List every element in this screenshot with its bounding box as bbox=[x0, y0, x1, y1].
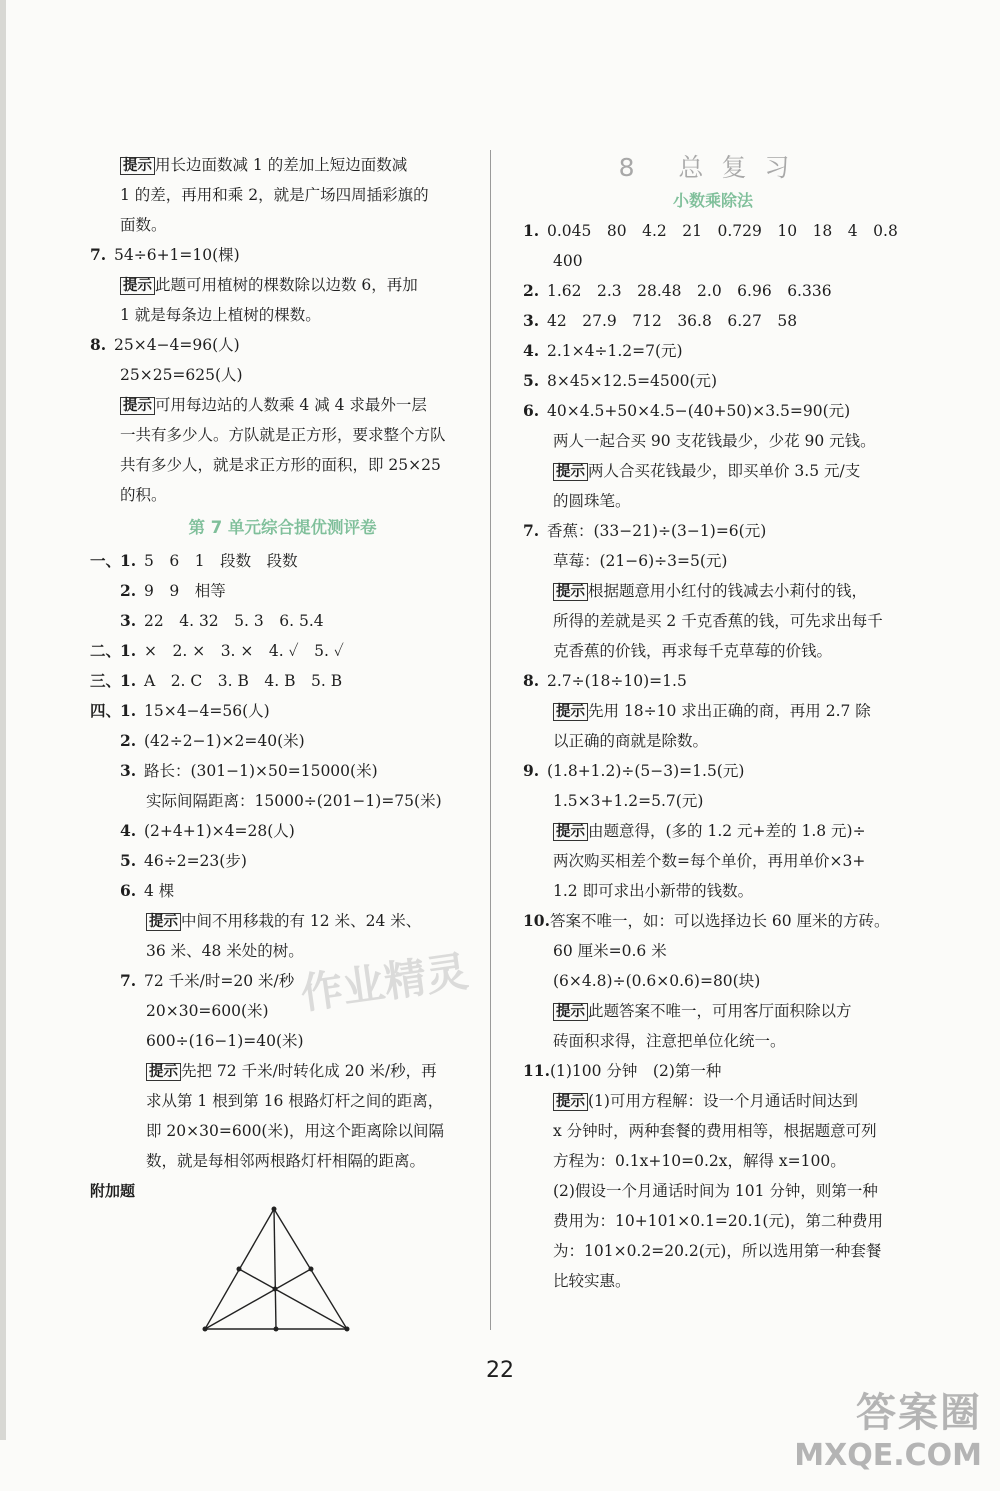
hint-label: 提示 bbox=[553, 823, 588, 841]
answer-line: 36 米、48 米处的树。 bbox=[146, 942, 304, 960]
answer-line: 草莓：(21−6)÷3=5(元) bbox=[553, 552, 728, 570]
answer-line: (6×4.8)÷(0.6×0.6)=80(块) bbox=[553, 972, 761, 990]
answer-item bbox=[90, 876, 475, 906]
item-number: 8. bbox=[523, 671, 540, 690]
answer-item bbox=[523, 1056, 903, 1086]
answer-item bbox=[90, 576, 475, 606]
hint-text: (1)可用方程解：设一个月通话时间达到 bbox=[588, 1092, 858, 1110]
item-text: 9 9 相等 bbox=[144, 582, 226, 600]
answer-line: 1 的差，再用和乘 2，就是广场四周插彩旗的 bbox=[120, 186, 429, 204]
section-number: 一、 bbox=[90, 551, 122, 570]
answer-line: 两人一起合买 90 支花钱最少，少花 90 元钱。 bbox=[553, 432, 876, 450]
hint-label: 提示 bbox=[120, 277, 155, 295]
answer-item bbox=[90, 330, 475, 360]
item-text: × 2. × 3. × 4. ✓ 5. ✓ bbox=[144, 642, 344, 660]
answer-item bbox=[523, 396, 903, 426]
answer-line: 费用为：10+101×0.1=20.1(元)，第二种费用 bbox=[553, 1212, 884, 1230]
item-number: 4. bbox=[523, 341, 540, 360]
extra-question-label: 附加题 bbox=[90, 1182, 136, 1200]
answer-line: 克香蕉的价钱，再求每千克草莓的价钱。 bbox=[553, 642, 833, 660]
item-number: 2. bbox=[523, 281, 540, 300]
hint-line bbox=[523, 816, 903, 846]
item-number: 2. bbox=[120, 731, 137, 750]
item-number: 7. bbox=[90, 245, 107, 264]
answer-item bbox=[523, 366, 903, 396]
item-number: 2. bbox=[120, 581, 137, 600]
answer-line: 的圆珠笔。 bbox=[553, 492, 631, 510]
item-number: 8. bbox=[90, 335, 107, 354]
triangle-figure bbox=[195, 1205, 355, 1335]
answer-line: 数，就是每相邻两根路灯杆相隔的距离。 bbox=[146, 1152, 426, 1170]
answer-line: 1.5×3+1.2=5.7(元) bbox=[553, 792, 704, 810]
hint-label: 提示 bbox=[553, 463, 588, 481]
hint-text: 此题答案不唯一，可用客厅面积除以方 bbox=[588, 1002, 852, 1020]
item-text: 5 6 1 段数 段数 bbox=[144, 552, 298, 570]
answer-item bbox=[90, 756, 475, 786]
answer-item bbox=[523, 276, 903, 306]
hint-line bbox=[523, 696, 903, 726]
answer-item bbox=[523, 906, 903, 936]
item-number: 5. bbox=[120, 851, 137, 870]
hint-line bbox=[523, 576, 903, 606]
item-text: (1.8+1.2)÷(5−3)=1.5(元) bbox=[547, 762, 745, 780]
section-number: 三、 bbox=[90, 671, 122, 690]
site-watermark-logo: 答案圈 bbox=[856, 1390, 982, 1436]
answer-item bbox=[90, 240, 475, 270]
answer-item bbox=[523, 306, 903, 336]
answer-item bbox=[523, 756, 903, 786]
answer-line: x 分钟时，两种套餐的费用相等，根据题意可列 bbox=[553, 1122, 877, 1140]
item-text: 15×4−4=56(人) bbox=[144, 702, 270, 720]
answer-line: 的积。 bbox=[120, 486, 167, 504]
answer-item bbox=[523, 336, 903, 366]
answer-item bbox=[90, 726, 475, 756]
answer-line: 1.2 即可求出小新带的钱数。 bbox=[553, 882, 754, 900]
item-text: 0.045 80 4.2 21 0.729 10 18 4 0.8 bbox=[547, 222, 898, 240]
item-text: A 2. C 3. B 4. B 5. B bbox=[144, 672, 343, 690]
section-answer-item bbox=[90, 546, 475, 576]
item-text: 4 棵 bbox=[144, 882, 175, 900]
hint-text: 用长边面数减 1 的差加上短边面数减 bbox=[155, 156, 408, 174]
answer-line: 25×25=625(人) bbox=[120, 366, 243, 384]
hint-line bbox=[523, 456, 903, 486]
answer-line: 20×30=600(米) bbox=[146, 1002, 269, 1020]
item-number: 7. bbox=[120, 971, 137, 990]
hint-label: 提示 bbox=[553, 703, 588, 721]
hint-text: 中间不用移栽的有 12 米、24 米、 bbox=[181, 912, 422, 930]
item-number: 1. bbox=[120, 551, 137, 570]
hint-label: 提示 bbox=[120, 397, 155, 415]
hint-line bbox=[523, 996, 903, 1026]
hint-line bbox=[90, 390, 475, 420]
topic-title: 小数乘除法 bbox=[672, 191, 753, 210]
item-text: 8×45×12.5=4500(元) bbox=[547, 372, 718, 390]
item-number: 1. bbox=[523, 221, 540, 240]
answer-line: 实际间隔距离：15000÷(201−1)=75(米) bbox=[146, 792, 442, 810]
hint-label: 提示 bbox=[146, 1063, 181, 1081]
page-binding-edge bbox=[0, 0, 6, 1440]
answer-line: 共有多少人，就是求正方形的面积，即 25×25 bbox=[120, 456, 441, 474]
answer-line: 比较实惠。 bbox=[553, 1272, 631, 1290]
item-number: 5. bbox=[523, 371, 540, 390]
item-text: 40×4.5+50×4.5−(40+50)×3.5=90(元) bbox=[547, 402, 851, 420]
hint-label: 提示 bbox=[120, 157, 155, 175]
hint-text: 先用 18÷10 求出正确的商，再用 2.7 除 bbox=[588, 702, 871, 720]
item-number: 7. bbox=[523, 521, 540, 540]
item-number: 6. bbox=[523, 401, 540, 420]
answer-item bbox=[523, 666, 903, 696]
answer-item bbox=[90, 816, 475, 846]
item-number: 3. bbox=[523, 311, 540, 330]
hint-text: 根据题意用小红付的钱减去小莉付的钱， bbox=[588, 582, 868, 600]
item-text: 2.7÷(18÷10)=1.5 bbox=[547, 672, 687, 690]
item-number: 1. bbox=[120, 641, 137, 660]
item-text: 路长：(301−1)×50=15000(米) bbox=[144, 762, 378, 780]
section-number: 四、 bbox=[90, 701, 122, 720]
hint-text: 两人合买花钱最少，即买单价 3.5 元/支 bbox=[588, 462, 861, 480]
faint-watermark: 作业精灵 bbox=[297, 946, 471, 1019]
answer-line: 为：101×0.2=20.2(元)，所以选用第一种套餐 bbox=[553, 1242, 882, 1260]
section-number: 二、 bbox=[90, 641, 122, 660]
answer-line: 所得的差就是买 2 千克香蕉的钱，可先求出每千 bbox=[553, 612, 883, 630]
answer-line: 1 就是每条边上植树的棵数。 bbox=[120, 306, 321, 324]
answer-line: 面数。 bbox=[120, 216, 167, 234]
hint-line bbox=[90, 906, 475, 936]
item-text: 25×4−4=96(人) bbox=[114, 336, 240, 354]
chapter-title: 8 总复习 bbox=[618, 153, 808, 182]
hint-text: 先把 72 千米/时转化成 20 米/秒，再 bbox=[181, 1062, 437, 1080]
column-divider bbox=[490, 150, 491, 1330]
right-column bbox=[523, 150, 903, 1296]
page-number: 22 bbox=[486, 1358, 514, 1383]
answer-item bbox=[90, 846, 475, 876]
item-text: 2.1×4÷1.2=7(元) bbox=[547, 342, 683, 360]
hint-label: 提示 bbox=[553, 583, 588, 601]
answer-item bbox=[90, 606, 475, 636]
item-number: 4. bbox=[120, 821, 137, 840]
answer-line: 砖面积求得，注意把单位化统一。 bbox=[553, 1032, 786, 1050]
item-number: 1. bbox=[120, 701, 137, 720]
left-column bbox=[90, 150, 475, 1206]
answer-line: 两次购买相差个数=每个单价，再用单价×3+ bbox=[553, 852, 866, 870]
item-text: 22 4. 32 5. 3 6. 5.4 bbox=[144, 612, 324, 630]
item-number: 3. bbox=[120, 611, 137, 630]
hint-line bbox=[523, 1086, 903, 1116]
section-title: 第 7 单元综合提优测评卷 bbox=[188, 518, 377, 537]
answer-line: 以正确的商就是除数。 bbox=[553, 732, 709, 750]
site-watermark bbox=[794, 1381, 982, 1473]
answer-line: 方程为：0.1x+10=0.2x，解得 x=100。 bbox=[553, 1152, 846, 1170]
item-number: 3. bbox=[120, 761, 137, 780]
hint-line bbox=[90, 1056, 475, 1086]
item-text: 香蕉：(33−21)÷(3−1)=6(元) bbox=[547, 522, 767, 540]
item-text: (2+4+1)×4=28(人) bbox=[144, 822, 295, 840]
item-text: (42÷2−1)×2=40(米) bbox=[144, 732, 305, 750]
item-text: 1.62 2.3 28.48 2.0 6.96 6.336 bbox=[547, 282, 832, 300]
hint-text: 由题意得，(多的 1.2 元+差的 1.8 元)÷ bbox=[588, 822, 866, 840]
item-text: 72 千米/时=20 米/秒 bbox=[144, 972, 295, 990]
answer-line: (2)假设一个月通话时间为 101 分钟，则第一种 bbox=[553, 1182, 878, 1200]
item-text: (1)100 分钟 (2)第一种 bbox=[549, 1062, 722, 1080]
section-answer-item bbox=[90, 666, 475, 696]
answer-line: 求从第 1 根到第 16 根路灯杆之间的距离， bbox=[146, 1092, 444, 1110]
item-number: 9. bbox=[523, 761, 540, 780]
section-answer-item bbox=[90, 636, 475, 666]
hint-label: 提示 bbox=[553, 1093, 588, 1111]
answer-item bbox=[523, 216, 903, 246]
item-text: 46÷2=23(步) bbox=[144, 852, 247, 870]
item-text: 答案不唯一，如：可以选择边长 60 厘米的方砖。 bbox=[549, 912, 890, 930]
item-number: 11. bbox=[523, 1061, 550, 1080]
hint-line bbox=[90, 270, 475, 300]
site-watermark-url: MXQE.COM bbox=[794, 1438, 982, 1473]
answer-line: 600÷(16−1)=40(米) bbox=[146, 1032, 304, 1050]
item-number: 6. bbox=[120, 881, 137, 900]
hint-line bbox=[90, 150, 475, 180]
hint-text: 可用每边站的人数乘 4 减 4 求最外一层 bbox=[155, 396, 427, 414]
item-text: 54÷6+1=10(棵) bbox=[114, 246, 240, 264]
item-number: 10. bbox=[523, 911, 550, 930]
answer-item bbox=[523, 516, 903, 546]
answer-line: 400 bbox=[553, 252, 583, 270]
item-text: 42 27.9 712 36.8 6.27 58 bbox=[547, 312, 798, 330]
hint-label: 提示 bbox=[146, 913, 181, 931]
item-number: 1. bbox=[120, 671, 137, 690]
answer-line: 60 厘米=0.6 米 bbox=[553, 942, 667, 960]
answer-line: 即 20×30=600(米)，用这个距离除以间隔 bbox=[146, 1122, 445, 1140]
hint-label: 提示 bbox=[553, 1003, 588, 1021]
section-answer-item bbox=[90, 696, 475, 726]
answer-line: 一共有多少人。方队就是正方形，要求整个方队 bbox=[120, 426, 446, 444]
hint-text: 此题可用植树的棵数除以边数 6，再加 bbox=[155, 276, 418, 294]
